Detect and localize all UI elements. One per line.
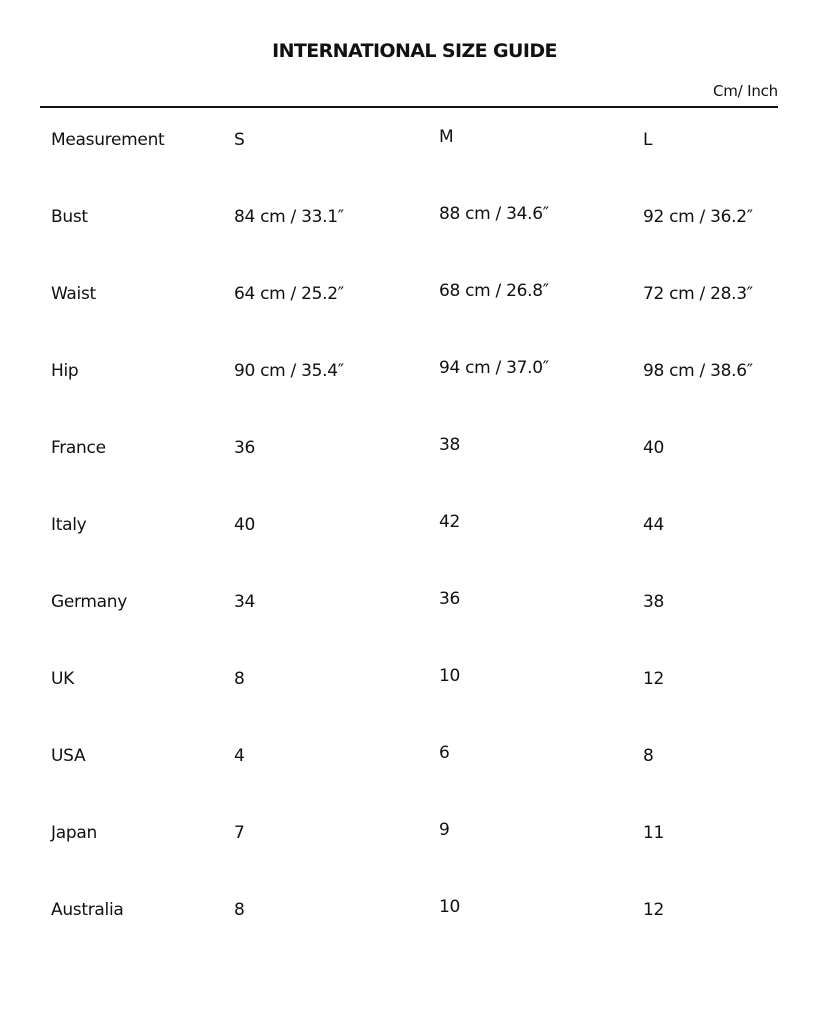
table-row [0,281,819,308]
cell-size-l: 12 [643,669,665,689]
cell-size-m: 10 [439,666,461,686]
page-title: INTERNATIONAL SIZE GUIDE [272,40,557,62]
row-label: Japan [51,823,97,843]
row-label: Germany [51,592,128,612]
cell-size-s: 84 cm / 33.1″ [234,207,344,227]
table-row [0,435,819,462]
cell-size-s: 36 [234,438,256,458]
row-label: Hip [51,361,79,381]
row-label: USA [51,746,86,766]
row-label: Bust [51,207,88,227]
table-row [0,897,819,924]
table-header-row [0,127,819,154]
cell-size-m: 88 cm / 34.6″ [439,204,549,224]
table-row [0,512,819,539]
table-row [0,204,819,231]
header-measurement: Measurement [51,130,165,150]
row-label: Waist [51,284,96,304]
row-label: Australia [51,900,124,920]
table-row [0,358,819,385]
cell-size-l: 98 cm / 38.6″ [643,361,753,381]
cell-size-s: 7 [234,823,245,843]
cell-size-l: 8 [643,746,654,766]
cell-size-m: 9 [439,820,450,840]
cell-size-l: 44 [643,515,665,535]
cell-size-s: 34 [234,592,256,612]
cell-size-l: 40 [643,438,665,458]
cell-size-l: 92 cm / 36.2″ [643,207,753,227]
row-label: UK [51,669,74,689]
cell-size-m: 42 [439,512,461,532]
cell-size-l: 12 [643,900,665,920]
cell-size-s: 40 [234,515,256,535]
table-row [0,820,819,847]
unit-note: Cm/ Inch [713,82,778,100]
cell-size-l: 72 cm / 28.3″ [643,284,753,304]
cell-size-s: 64 cm / 25.2″ [234,284,344,304]
cell-size-m: 38 [439,435,461,455]
cell-size-l: 11 [643,823,665,843]
cell-size-s: 90 cm / 35.4″ [234,361,344,381]
header-size-m: M [439,127,454,147]
row-label: France [51,438,106,458]
cell-size-s: 8 [234,669,245,689]
cell-size-m: 6 [439,743,450,763]
header-size-l: L [643,130,653,150]
cell-size-s: 8 [234,900,245,920]
header-size-s: S [234,130,245,150]
cell-size-m: 68 cm / 26.8″ [439,281,549,301]
row-label: Italy [51,515,87,535]
cell-size-s: 4 [234,746,245,766]
cell-size-m: 36 [439,589,461,609]
cell-size-l: 38 [643,592,665,612]
cell-size-m: 94 cm / 37.0″ [439,358,549,378]
table-row [0,666,819,693]
table-row [0,743,819,770]
table-row [0,589,819,616]
header-divider [40,106,778,108]
cell-size-m: 10 [439,897,461,917]
